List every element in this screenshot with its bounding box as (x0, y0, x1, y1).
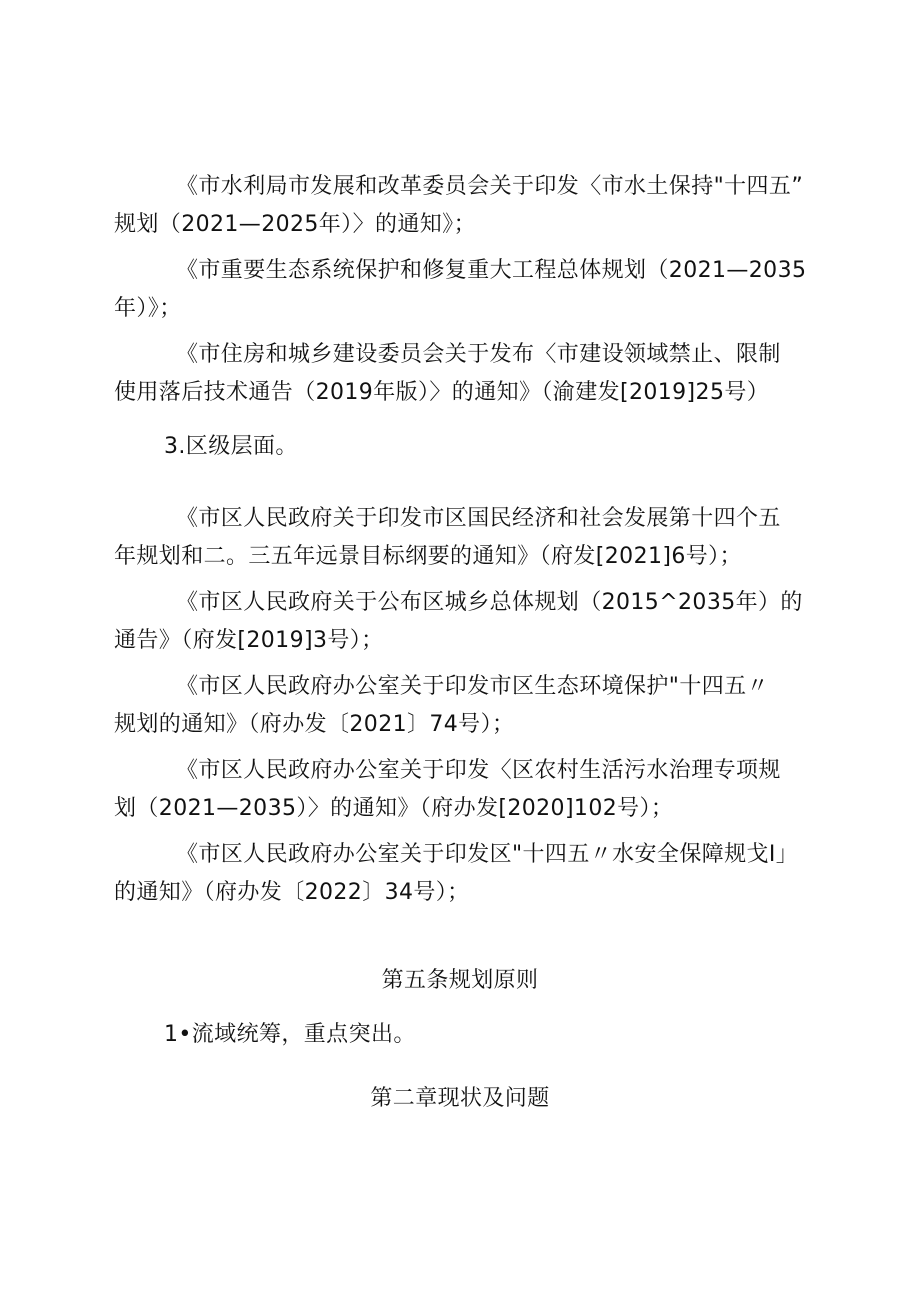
reference-item-3-line-2: 使用落后技术通告（2019年版）〉的通知》（渝建发[2019]25号） (114, 380, 770, 405)
reference-item-7-line-1: 《市区人民政府办公室关于印发〈区农村生活污水治理专项规 (176, 758, 781, 783)
reference-item-4-line-2: 年规划和二。三五年远景目标纲要的通知》（府发[2021]6号）； (114, 544, 742, 569)
reference-item-8-line-2: 的通知》（府办发〔2022〕34号）； (114, 880, 470, 905)
article-title: 第五条规划原则 (381, 968, 539, 993)
section-heading-district: 3.区级层面。 (164, 434, 298, 459)
reference-item-4-line-1: 《市区人民政府关于印发市区国民经济和社会发展第十四个五 (176, 506, 781, 531)
reference-item-2-line-2: 年）》； (114, 296, 182, 321)
reference-item-3-line-1: 《市住房和城乡建设委员会关于发布〈市建设领域禁止、限制 (176, 342, 781, 367)
reference-item-1-line-2: 规划（2021—2025年）〉的通知》； (114, 212, 476, 237)
reference-item-6-line-2: 规划的通知》（府办发〔2021〕74号）； (114, 712, 515, 737)
reference-item-8-line-1: 《市区人民政府办公室关于印发区"十四五〃水安全保障规戈I」 (176, 842, 799, 867)
reference-item-1-line-1: 《市水利局市发展和改革委员会关于印发〈市水土保持"十四五” (176, 174, 804, 199)
reference-item-2-line-1: 《市重要生态系统保护和修复重大工程总体规划（2021—2035 (176, 258, 807, 283)
reference-item-6-line-1: 《市区人民政府办公室关于印发市区生态环境保护"十四五〃 (176, 674, 769, 699)
reference-item-7-line-2: 划（2021—2035）〉的通知》（府办发[2020]102号）； (114, 796, 674, 821)
chapter-title: 第二章现状及问题 (370, 1086, 550, 1111)
reference-item-5-line-1: 《市区人民政府关于公布区城乡总体规划（2015^2035年）的 (176, 590, 803, 615)
reference-item-5-line-2: 通告》（府发[2019]3号）； (114, 628, 384, 653)
principle-item-1: 1•流域统筹，重点突出。 (164, 1022, 416, 1047)
